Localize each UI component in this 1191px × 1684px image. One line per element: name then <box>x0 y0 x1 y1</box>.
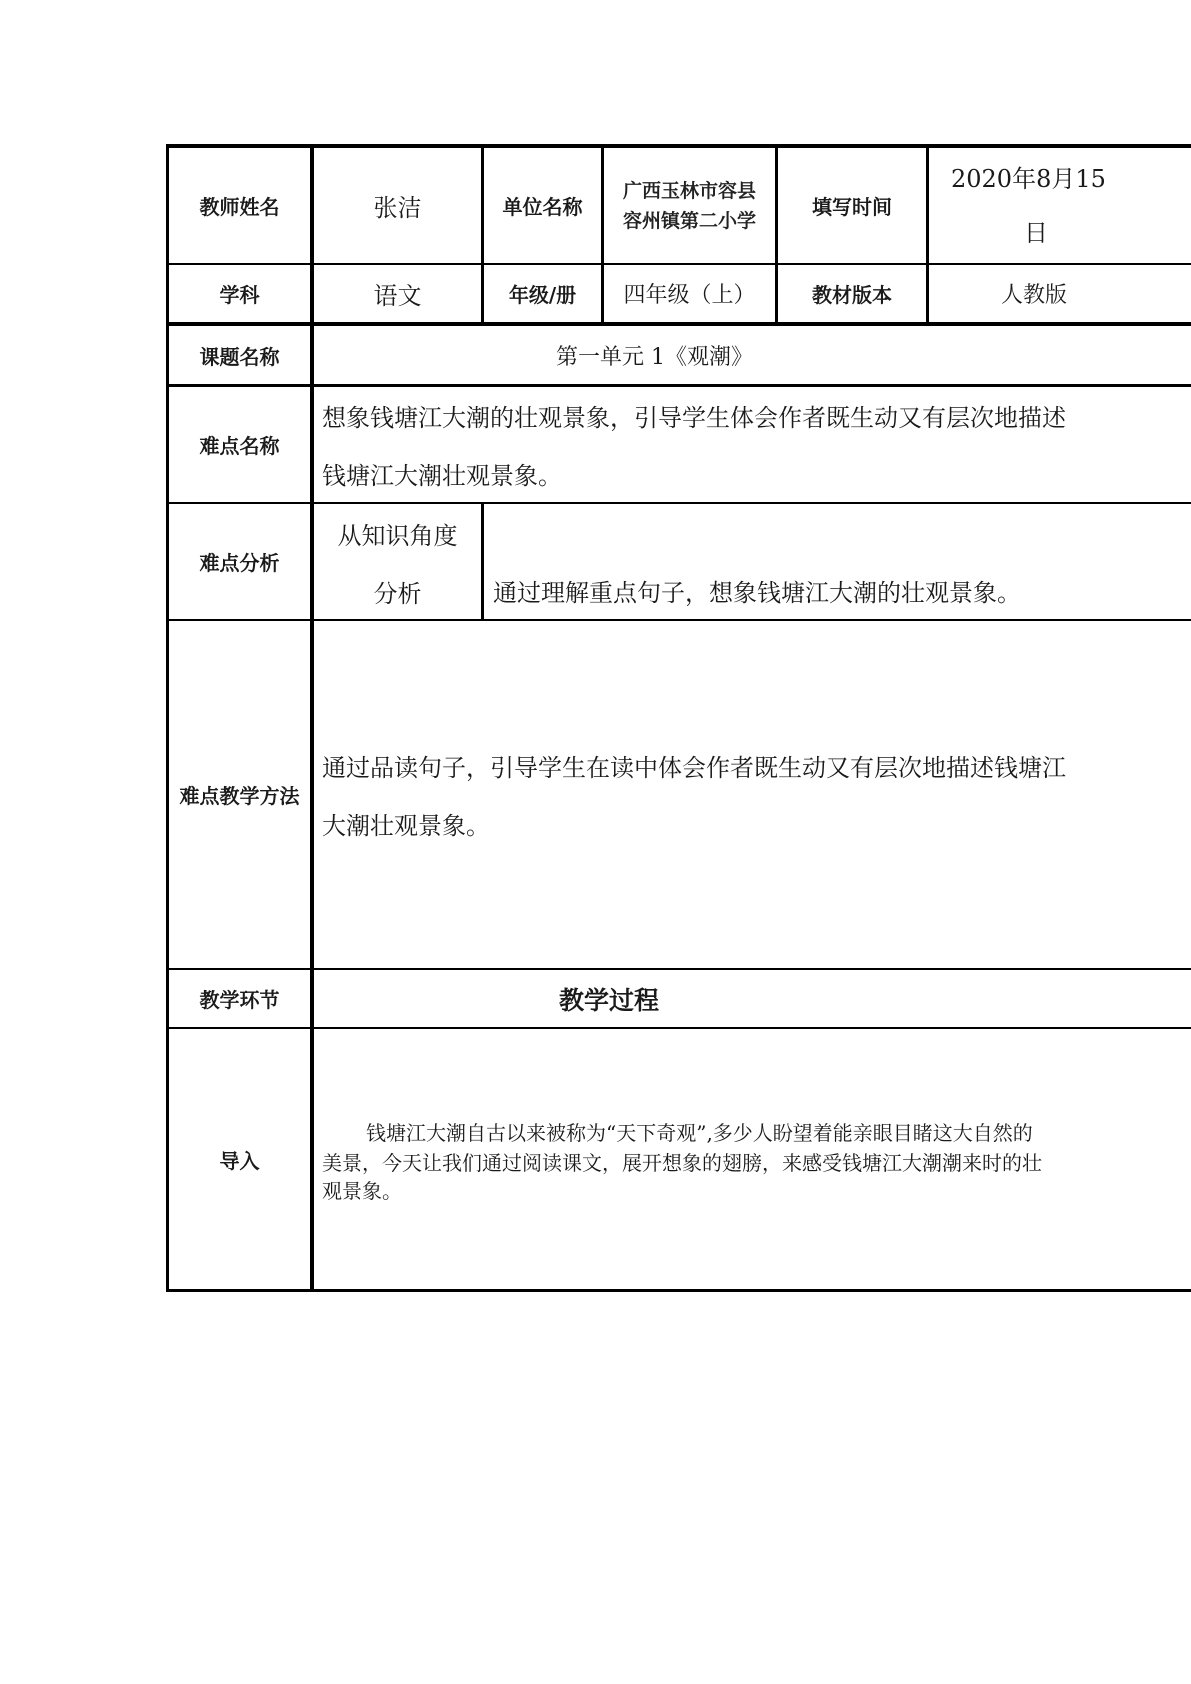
difficulty-label: 难点名称 <box>199 434 280 458</box>
table-rule <box>166 1027 1191 1029</box>
unit-name-line2: 容州镇第二小学 <box>622 209 756 232</box>
process-title: 教学过程 <box>558 985 659 1015</box>
unit-name-value <box>604 148 775 263</box>
table-col-rule <box>481 502 484 621</box>
intro-label: 导入 <box>219 1148 260 1173</box>
process-step-label: 教学环节 <box>199 988 280 1012</box>
analysis-sublabel-line1: 从知识角度 <box>337 522 458 550</box>
unit-name-label: 单位名称 <box>502 195 583 219</box>
analysis-value: 通过理解重点句子，想象钱塘江大潮的壮观景象。 <box>493 579 1021 607</box>
fill-date-line2: 日 <box>1024 219 1048 247</box>
intro-line2: 美景，今天让我们通过阅读课文，展开想象的翅膀，来感受钱塘江大潮潮来时的壮 <box>322 1151 1042 1175</box>
analysis-sublabel <box>314 504 481 619</box>
method-line1: 通过品读句子，引导学生在读中体会作者既生动又有层次地描述钱塘江 <box>322 754 1066 782</box>
edition-label: 教材版本 <box>812 283 892 307</box>
method-line2: 大潮壮观景象。 <box>322 812 490 840</box>
teacher-name-label: 教师姓名 <box>199 195 280 219</box>
analysis-label: 难点分析 <box>199 551 280 575</box>
unit-name-line1: 广西玉林市容县 <box>622 179 756 202</box>
fill-date-value <box>929 148 1191 263</box>
table-rule <box>166 619 1191 621</box>
method-label: 难点教学方法 <box>179 784 300 808</box>
intro-line3: 观景象。 <box>322 1179 402 1203</box>
fill-date-line1: 2020年8月15 <box>951 165 1106 193</box>
table-border-bottom <box>166 1289 1191 1292</box>
topic-value: 第一单元 1《观潮》 <box>556 344 753 370</box>
difficulty-line1: 想象钱塘江大潮的壮观景象，引导学生体会作者既生动又有层次地描述 <box>322 404 1066 432</box>
subject-label: 学科 <box>219 283 260 307</box>
difficulty-line2: 钱塘江大潮壮观景象。 <box>322 462 562 490</box>
grade-value: 四年级（上） <box>623 283 756 308</box>
subject-value: 语文 <box>373 282 422 310</box>
grade-label: 年级/册 <box>508 283 577 307</box>
teacher-name-value: 张洁 <box>373 194 422 222</box>
analysis-sublabel-line2: 分析 <box>373 580 422 608</box>
table-rule <box>166 384 1191 387</box>
fill-date-label: 填写时间 <box>812 195 892 219</box>
intro-line1: 钱塘江大潮自古以来被称为“天下奇观”,多少人盼望着能亲眼目睹这大自然的 <box>366 1121 1033 1145</box>
topic-label: 课题名称 <box>199 344 280 369</box>
edition-value: 人教版 <box>1000 283 1067 308</box>
